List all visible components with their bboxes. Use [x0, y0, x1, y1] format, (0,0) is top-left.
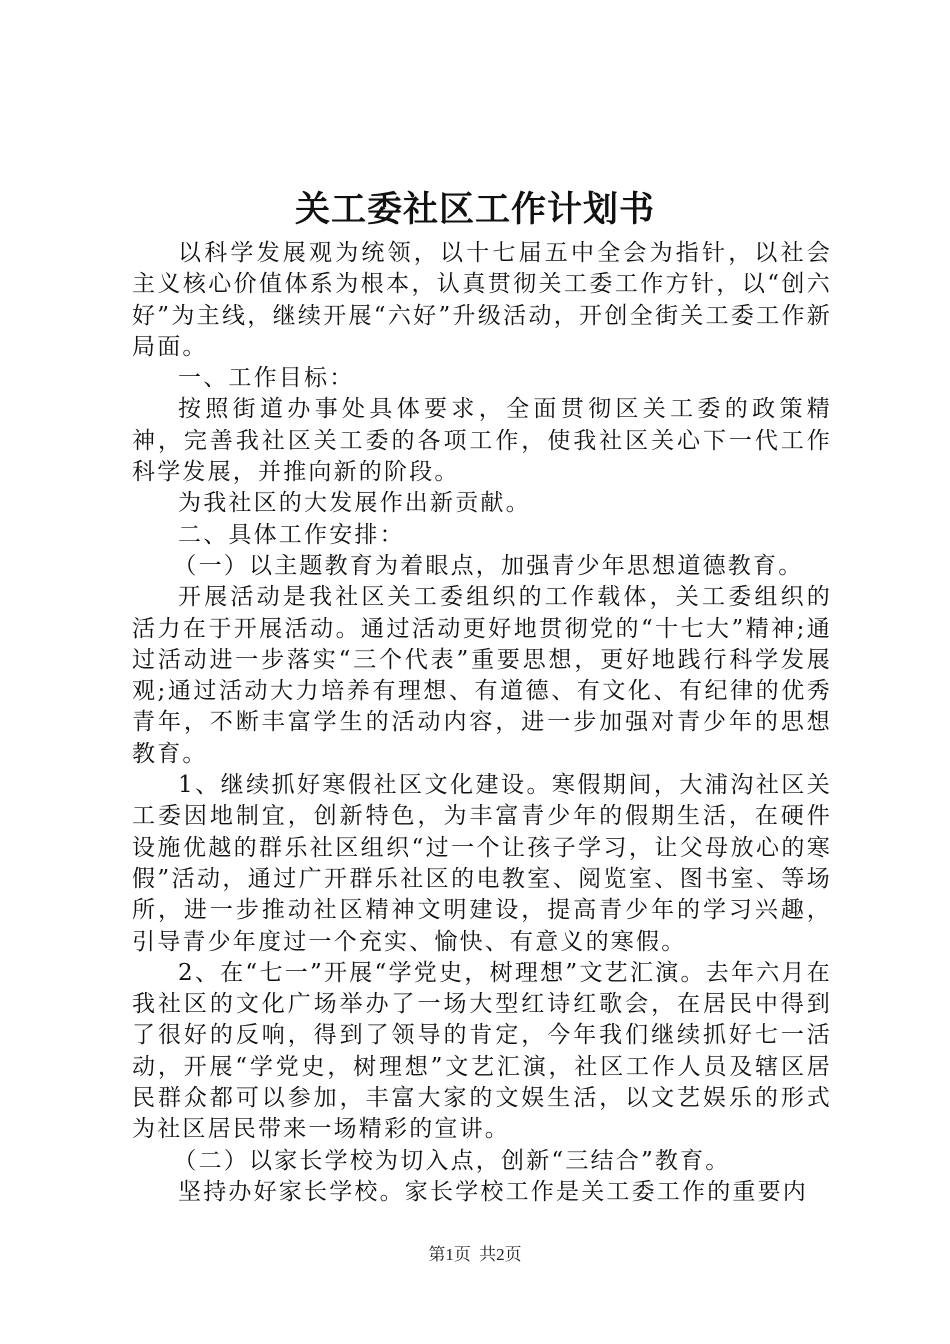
paragraph-winter-culture: 1、继续抓好寒假社区文化建设。寒假期间，大浦沟社区关工委因地制宜，创新特色，为丰富青少年的假期生活，在硬件设施优越的群乐社区组织“过一个让孩子学习，让父母放心的寒假”活动，通过广开群乐社区的电教室、阅览室、图书室、等场所，进一步推动社区精神文明建设，提高青少年的学习兴趣，引导青少年度过一个充实、愉快、有意义的寒假。 [132, 772, 832, 955]
paragraph-july-first: 2、在“七一”开展“学党史，树理想”文艺汇演。去年六月在我社区的文化广场举办了一场大型红诗红歌会，在居民中得到了很好的反响，得到了领导的肯定，今年我们继续抓好七一活动，开展“学党史，树理想”文艺汇演，社区工作人员及辖区居民群众都可以参加，丰富大家的文娱生活，以文艺娱乐的形式为社区居民带来一场精彩的宣讲。 [132, 959, 832, 1143]
page-number-footer: 第1页 共2页 [428, 1245, 522, 1264]
document-body [132, 238, 832, 1208]
paragraph-contribution: 为我社区的大发展作出新贡献。 [178, 490, 531, 517]
paragraph-goals: 按照街道办事处具体要求，全面贯彻区关工委的政策精神，完善我社区关工委的各项工作，使我社区关心下一代工作科学发展，并推向新的阶段。 [132, 396, 832, 486]
subsection-heading-2: （二）以家长学校为切入点，创新“三结合”教育。 [173, 1147, 731, 1174]
paragraph-intro: 以科学发展观为统领，以十七届五中全会为指针，以社会主义核心价值体系为根本，认真贯彻关工委工作方针，以“创六好”为主线，继续开展“六好”升级活动，开创全街关工委工作新局面。 [132, 240, 832, 360]
section-heading-goals: 一、工作目标： [178, 365, 355, 392]
paragraph-activities: 开展活动是我社区关工委组织的工作载体，关工委组织的活力在于开展活动。通过活动更好地贯彻党的“十七大”精神;通过活动进一步落实“三个代表”重要思想，更好地践行科学发展观;通过活动大力培养有理想、有道德、有文化、有纪律的优秀青年，不断丰富学生的活动内容，进一步加强对青少年的思想教育。 [132, 584, 832, 767]
paragraph-parent-school: 坚持办好家长学校。家长学校工作是关工委工作的重要内 [178, 1178, 808, 1205]
subsection-heading-1: （一）以主题教育为着眼点，加强青少年思想道德教育。 [173, 552, 804, 579]
section-heading-arrangements: 二、具体工作安排： [178, 521, 405, 548]
document-title: 关工委社区工作计划书 [294, 189, 655, 230]
